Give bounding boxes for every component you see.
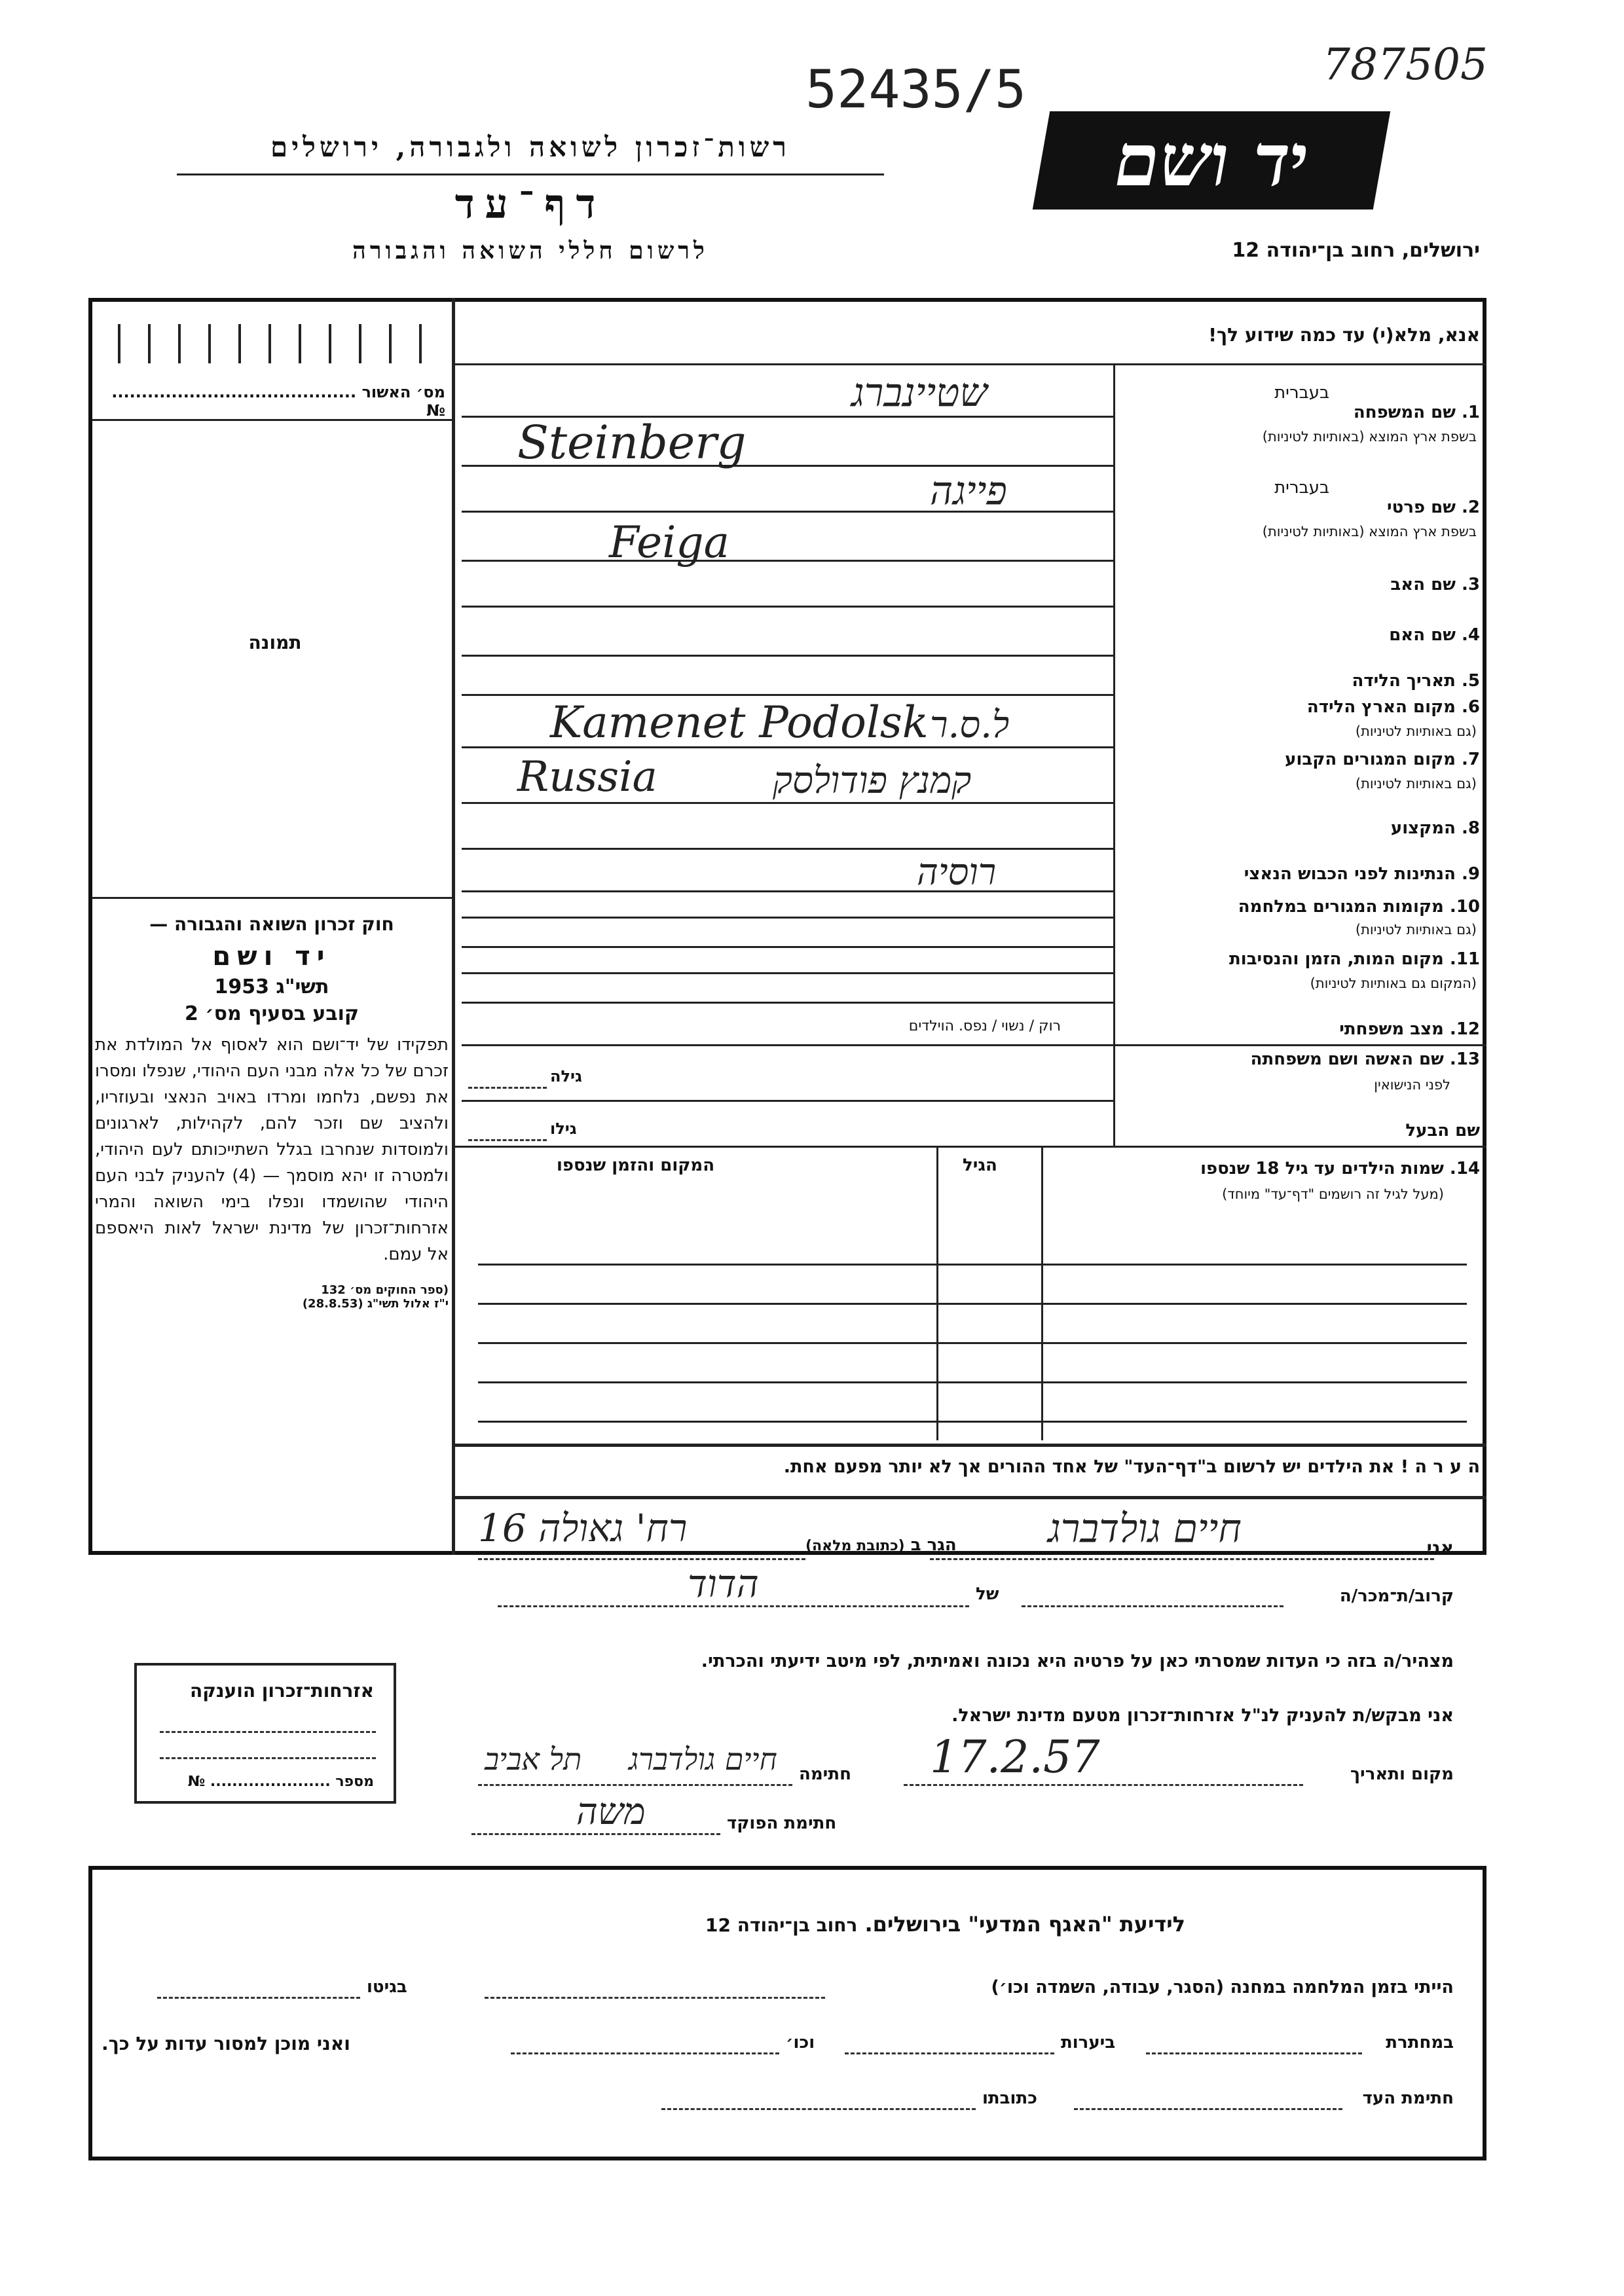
footer-address-line: [661, 2108, 976, 2110]
field-6-label: 6. מקום הארץ הלידה: [1306, 697, 1480, 717]
children-row-line-5: [478, 1421, 1467, 1423]
age-label-wife: גילה: [550, 1067, 582, 1085]
field-14-label: 14. שמות הילדים עד גיל 18 שנספו: [1200, 1159, 1480, 1178]
witness-address-value: רח' גאולה 16: [478, 1506, 688, 1550]
field-4-label: 4. שם האם: [1389, 625, 1480, 645]
field-9-label: 9. הנתינות לפני הכבוש הנאצי: [1244, 864, 1480, 884]
footer-line-1: הייתי בזמן המלחמה במחנה (הסגר, עבודה, השמדה וכו׳): [991, 1977, 1454, 1997]
field-3-line: [462, 606, 1113, 608]
resident-address-line: [478, 1558, 805, 1560]
husband-label: שם הבעל: [1405, 1121, 1480, 1140]
footer-ghetto: בגיטו: [367, 1977, 407, 1997]
field-2-sub-hebrew: בעברית: [1274, 478, 1329, 498]
field-8-label: 8. המקצוע: [1390, 818, 1480, 838]
field-12-label: 12. מצב משפחתי: [1339, 1019, 1480, 1039]
note-text: ה ע ר ה ! את הילדים יש לרשום ב"דף־העד" של אחד ההורים אך לא יותר מפעם אחת.: [783, 1457, 1480, 1477]
field-1-sub-hebrew: בעברית: [1274, 383, 1329, 403]
signature-label: חתימה: [799, 1764, 851, 1784]
field-10-line-b: [462, 946, 1113, 948]
field-10-line-a: [462, 917, 1113, 919]
field-11-label: 11. מקום המות, הזמן והנסיבות: [1229, 949, 1480, 969]
footer-forests: ביערות: [1061, 2033, 1116, 2052]
law-title: חוק זכרון השואה והגבורה —: [149, 913, 394, 935]
footer-underground-line: [1146, 2052, 1362, 2054]
archive-number-stamp: 52435/5: [805, 59, 1027, 120]
field-10-label: 10. מקומות המגורים במלחמה: [1238, 897, 1480, 917]
clerk-signature-line: [471, 1833, 720, 1835]
age-husband-line: [468, 1139, 547, 1141]
field-4-line: [462, 655, 1113, 657]
children-col-place: המקום והזמן שנספו: [557, 1156, 715, 1175]
place-sign-value: תל אביב: [485, 1741, 582, 1777]
footer-ghetto-line: [157, 1997, 360, 1999]
field-7-sub: (גם באותיות לטיניות): [1355, 776, 1477, 792]
surname-latin-value: Steinberg: [517, 416, 747, 469]
memorial-box: [134, 1663, 396, 1804]
husband-line: [452, 1146, 1486, 1148]
residence-value: Russia: [517, 753, 657, 801]
birthplace-value: Kamenet Podolsk: [550, 697, 929, 748]
field-11-line-b: [462, 1002, 1113, 1004]
cert-ticks: [118, 324, 445, 363]
form-subtitle: לרשום חללי השואה והגבורה: [352, 237, 709, 264]
footer-testimony: ואני מוכן למסור עדות על כך.: [101, 2033, 350, 2054]
law-section: קובע בסעיף מס׳ 2: [184, 1002, 360, 1025]
declaration-request: אני מבקש/ת להעניק לנ"ל אזרחות־זכרון מטעם מדינת ישראל.: [951, 1705, 1454, 1726]
marital-options: רוק / נשוי / נפס. הוילדים: [908, 1018, 1061, 1034]
firstname-hebrew-value: פייגה: [930, 468, 1007, 514]
children-row-line-3: [478, 1342, 1467, 1344]
field-13-label: 13. שם האשה ושם משפחתה: [1250, 1049, 1480, 1069]
footer-camp-line: [485, 1997, 825, 1999]
signature-value: חיים גולדברג: [629, 1741, 777, 1777]
field-13-sub: לפני הנישואין: [1374, 1077, 1450, 1093]
declaration-of: של: [976, 1584, 999, 1604]
field-5-line: [462, 694, 1113, 696]
field-12-line: [462, 1044, 1486, 1046]
instruction-line: [452, 363, 1486, 365]
footer-separator: [88, 1866, 1486, 1870]
footer-forests-line: [845, 2052, 1054, 2054]
label-column-divider: [1113, 363, 1115, 1146]
corner-number: 787505: [1323, 39, 1488, 90]
field-2-sub-foreign: בשפת ארץ המוצא (באותיות לטיניות): [1262, 524, 1477, 539]
footer-box: [88, 1866, 1486, 2160]
declaration-resident: הגר ב (כתובת מלאה): [805, 1535, 957, 1555]
logo-text: יד ושם: [1107, 118, 1316, 202]
law-year: תשי"ג 1953: [214, 975, 329, 998]
form-instruction: אנא, מלא(י) עד כמה שידוע לך!: [1208, 324, 1480, 346]
field-14-sub: (מעל לגיל זה רושמים "דף־עד" מיוחד): [1222, 1186, 1444, 1202]
memorial-box-title: אזרחות־זכרון הוענקה: [190, 1680, 374, 1702]
cert-label: מס׳ האשור ......................................... №: [111, 383, 445, 420]
nationality-value: רוסיה: [917, 851, 997, 894]
form-title: דף־עד: [454, 180, 606, 228]
footer-underground: במחתרת: [1386, 2033, 1454, 2052]
memorial-box-line-2: [160, 1757, 376, 1759]
declaration-relative: קרוב/ת־מכר/ה: [1339, 1586, 1454, 1606]
footer-etc: וכו׳: [786, 2033, 815, 2052]
authority-title: רשות־זכרון לשואה ולגבורה, ירושלים: [270, 131, 790, 163]
clerk-signature-value: משה: [576, 1791, 646, 1833]
birthplace-hebrew-value: ל.ס.ר: [930, 704, 1010, 746]
footer-etc-line: [511, 2052, 779, 2054]
photo-label: תמונה: [248, 632, 302, 653]
field-7-label: 7. מקום המגורים הקבוע: [1285, 750, 1480, 769]
declaration-statement: מצהיר/ה בזה כי העדות שמסרתי כאן על פרטיה היא נכונה ואמיתית, לפי מיטב ידיעתי והכרתי.: [701, 1651, 1454, 1671]
surname-hebrew-value: שטיינברג: [851, 370, 987, 416]
declarant-name-line: [930, 1558, 1434, 1560]
memorial-box-line-1: [160, 1731, 376, 1733]
children-row-line-4: [478, 1381, 1467, 1383]
relative-line: [1022, 1605, 1283, 1607]
firstname-latin-value: Feiga: [609, 517, 729, 568]
cert-separator: [92, 419, 452, 421]
children-col-age: הגיל: [963, 1156, 997, 1175]
field-2-line-a: [462, 511, 1113, 513]
field-3-label: 3. שם האב: [1390, 575, 1480, 594]
field-1-label: 1. שם המשפחה: [1353, 403, 1480, 422]
footer-title: לידיעת "האגף המדעי" בירושלים. רחוב בן־יהודה 12: [705, 1912, 1185, 1937]
law-block: [95, 913, 449, 1311]
age-label-husband: גילו: [550, 1120, 577, 1138]
field-7-line-a: [462, 802, 1113, 804]
field-11-line-a: [462, 972, 1113, 974]
date-value: 17.2.57: [930, 1732, 1100, 1783]
memorial-box-number-label: מספר ...................... №: [187, 1774, 374, 1790]
children-row-line-2: [478, 1303, 1467, 1305]
law-ref: (ספר החוקים מס׳ 132: [321, 1283, 449, 1297]
photo-separator: [92, 897, 452, 899]
law-ref-date: י"ז אלול תשי"ג (28.8.53): [302, 1297, 449, 1311]
header-address: ירושלים, רחוב בן־יהודה 12: [1232, 239, 1480, 262]
left-column-divider: [452, 298, 455, 1555]
declaration-i: אני: [1426, 1537, 1454, 1559]
age-wife-line: [468, 1087, 547, 1089]
place-date-label: מקום ותאריך: [1350, 1764, 1454, 1784]
field-5-label: 5. תאריך הלידה: [1352, 671, 1480, 691]
witness-name-value: חיים גולדברג: [1048, 1506, 1242, 1552]
footer-witness-signature: חתימת העד: [1362, 2088, 1454, 2108]
footer-witness-line: [1074, 2108, 1342, 2110]
footer-address-label: כתובתו: [982, 2088, 1037, 2108]
clerk-signature-label: חתימת הפוקד: [727, 1813, 837, 1833]
law-text: תפקידו של יד־ושם הוא לאסוף אל המולדת את זכרם של כל אלה מבני העם היהודי, שנפלו ומסרו את נפשם, נלחמו ומרדו באויב הנאצי ובעוזריו, ולהציב שם וזכר להם, לקהילות, לארגונים ולמוסדות שנחרבו בגלל השתייכותם לעם היהודי, ולמטרה זו יהא מוסמך — (4) להעניק לבני העם היהודי שהושמדו ונפלו בימי השואה והמרי אזרחות־זכרון של מדינת ישראל לאות היאספם אל עמם.: [95, 1035, 449, 1264]
field-6-sub: (גם באותיות לטיניות): [1355, 723, 1477, 739]
law-name: יד ושם: [212, 941, 331, 972]
authority-underline: [177, 173, 884, 175]
field-10-sub: (גם באותיות לטיניות): [1355, 922, 1477, 938]
field-9-line: [462, 890, 1113, 892]
field-2-line-b: [462, 560, 1113, 562]
field-11-sub: (המקום גם באותיות לטיניות): [1310, 975, 1477, 991]
yad-vashem-logo: [1033, 111, 1390, 210]
children-col-divider-2: [1041, 1146, 1043, 1440]
signature-line: [478, 1784, 792, 1786]
field-2-label: 2. שם פרטי: [1387, 498, 1480, 517]
note-top-line: [452, 1444, 1486, 1447]
field-7-line-b: [462, 848, 1113, 850]
residence-hebrew-value: קמנץ פודולסק: [773, 759, 972, 802]
field-13-line: [462, 1100, 1113, 1102]
children-row-line-1: [478, 1264, 1467, 1266]
place-date-line: [904, 1784, 1303, 1786]
relation-value: הדוד: [688, 1561, 759, 1606]
field-1-sub-foreign: בשפת ארץ המוצא (באותיות לטיניות): [1262, 429, 1477, 445]
children-col-divider-1: [936, 1146, 938, 1440]
note-bottom-line: [452, 1496, 1486, 1499]
